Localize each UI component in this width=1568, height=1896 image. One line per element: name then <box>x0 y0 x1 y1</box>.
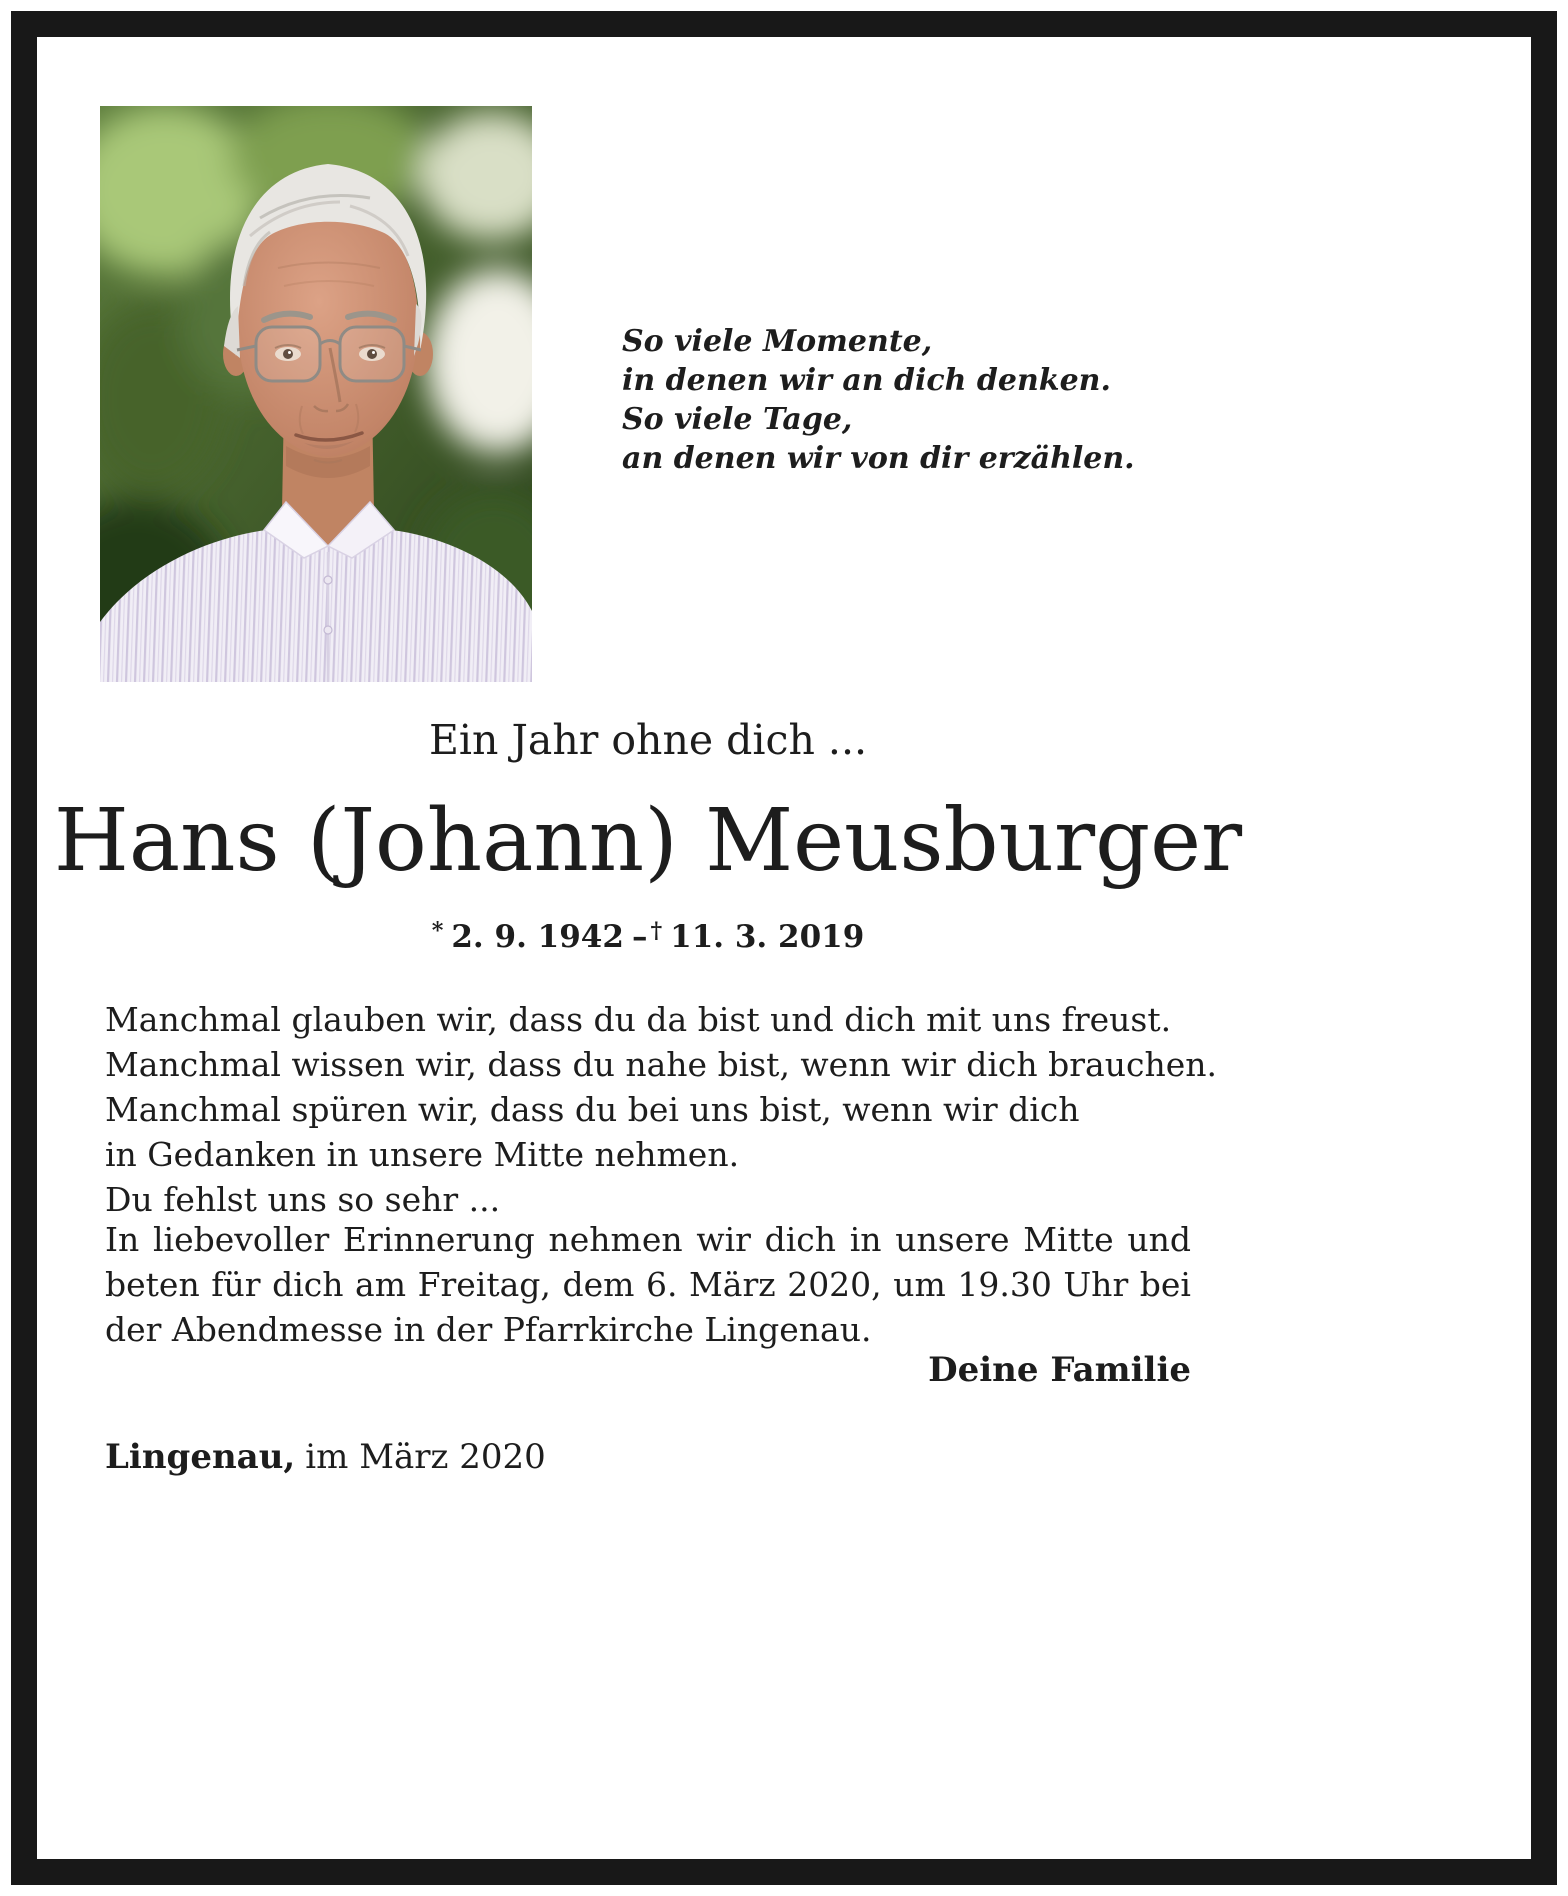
portrait-photo-svg <box>100 106 532 682</box>
memorial-verse <box>622 322 1135 478</box>
verse-line: an denen wir von dir erzählen. <box>622 441 1135 476</box>
life-dates <box>105 918 1191 955</box>
poem-line: in Gedanken in unsere Mitte nehmen. <box>105 1135 740 1174</box>
birth-symbol: * <box>431 918 444 944</box>
intro-line: Ein Jahr ohne dich ... <box>428 716 868 764</box>
death-date: 11. 3. 2019 <box>670 919 865 956</box>
place: Lingenau, <box>105 1437 296 1477</box>
verse-line: So viele Tage, <box>622 402 853 437</box>
date: im März 2020 <box>305 1437 546 1477</box>
death-symbol: † <box>650 918 663 944</box>
verse-line: in denen wir an dich denken. <box>622 363 1111 398</box>
portrait-photo <box>100 106 532 682</box>
poem-line: Manchmal spüren wir, dass du bei uns bist, wenn wir dich <box>105 1090 1080 1129</box>
poem-line: Manchmal glauben wir, dass du da bist und dich mit uns freust. <box>105 1000 1172 1039</box>
deceased-name: Hans (Johann) Meusburger <box>53 791 1243 891</box>
family-signature: Deine Familie <box>928 1350 1191 1390</box>
birth-date: 2. 9. 1942 <box>451 919 624 956</box>
place-date-line <box>105 1437 546 1477</box>
dates-separator: – <box>631 919 648 956</box>
mass-invitation: In liebevoller Erinnerung nehmen wir dich in unsere Mitte und beten für dich am Freitag, dem 6. März 2020, um 19.30 Uhr bei der Abendmesse in der Pfarrkirche Lingenau. <box>105 1220 1191 1349</box>
poem-line: Du fehlst uns so sehr ... <box>105 1180 501 1219</box>
poem-line: Manchmal wissen wir, dass du nahe bist, wenn wir dich brauchen. <box>105 1045 1217 1084</box>
remembrance-poem <box>105 997 1217 1222</box>
verse-line: So viele Momente, <box>622 324 933 359</box>
